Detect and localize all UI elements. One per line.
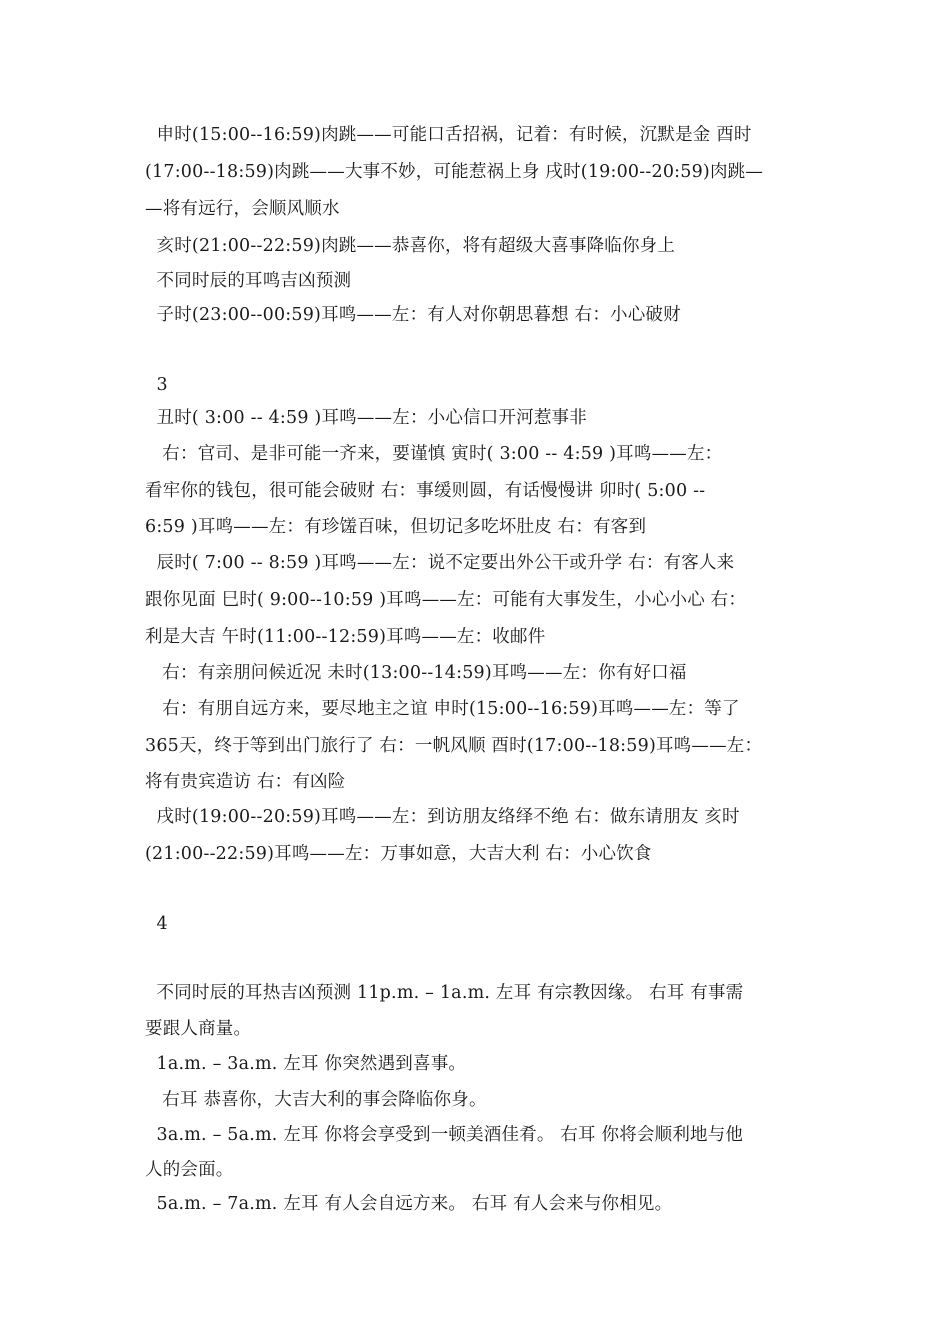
- text-line: 申时(15:00--16:59)肉跳——可能口舌招祸，记着：有时候，沉默是金 酉时: [145, 125, 752, 145]
- text-line: 要跟人商量。: [145, 1019, 252, 1039]
- text-line: 365天，终于等到出门旅行了 右：一帆风顺 酉时(17:00--18:59)耳鸣——左：: [145, 736, 763, 756]
- text-line: 子时(23:00--00:59)耳鸣——左：有人对你朝思暮想 右：小心破财: [145, 305, 681, 325]
- text-line: 戌时(19:00--20:59)耳鸣——左：到访朋友络绎不绝 右：做东请朋友 亥时: [145, 807, 740, 827]
- text-line: 丑时( 3:00 -- 4:59 )耳鸣——左：小心信口开河惹事非: [145, 408, 587, 428]
- text-line: 亥时(21:00--22:59)肉跳——恭喜你，将有超级大喜事降临你身上: [145, 236, 676, 256]
- text-line: (17:00--18:59)肉跳——大事不妙，可能惹祸上身 戌时(19:00--20:59)肉跳—: [145, 162, 764, 182]
- text-line: 右：官司、是非可能一齐来，要谨慎 寅时( 3:00 -- 4:59 )耳鸣——左：: [145, 444, 723, 464]
- text-line: 右耳 恭喜你，大吉大利的事会降临你身。: [145, 1090, 487, 1110]
- page-number: 4: [145, 914, 168, 934]
- text-line: 右：有亲朋问候近况 未时(13:00--14:59)耳鸣——左：你有好口福: [145, 663, 687, 683]
- text-line: 3a.m. – 5a.m. 左耳 你将会享受到一顿美酒佳肴。 右耳 你将会顺利地与他: [145, 1125, 744, 1145]
- section-heading: 不同时辰的耳鸣吉凶预测: [145, 271, 352, 291]
- text-line: 人的会面。: [145, 1160, 234, 1180]
- text-line: 看牢你的钱包，很可能会破财 右：事缓则圆，有话慢慢讲 卯时( 5:00 --: [145, 481, 706, 501]
- text-line: 不同时辰的耳热吉凶预测 11p.m. – 1a.m. 左耳 有宗教因缘。 右耳 有事需: [145, 983, 744, 1003]
- text-line: 1a.m. – 3a.m. 左耳 你突然遇到喜事。: [145, 1054, 467, 1074]
- text-line: 跟你见面 巳时( 9:00--10:59 )耳鸣——左：可能有大事发生，小心小心 右：: [145, 590, 747, 610]
- text-line: 右：有朋自远方来，要尽地主之谊 申时(15:00--16:59)耳鸣——左：等了: [145, 699, 740, 719]
- text-line: 5a.m. – 7a.m. 左耳 有人会自远方来。 右耳 有人会来与你相见。: [145, 1194, 673, 1214]
- text-line: —将有远行，会顺风顺水: [145, 199, 340, 219]
- text-line: 将有贵宾造访 右：有凶险: [145, 772, 346, 792]
- page-number: 3: [145, 375, 168, 395]
- text-line: (21:00--22:59)耳鸣——左：万事如意，大吉大利 右：小心饮食: [145, 844, 652, 864]
- text-line: 利是大吉 午时(11:00--12:59)耳鸣——左：收邮件: [145, 627, 546, 647]
- text-line: 6:59 )耳鸣——左：有珍馐百味，但切记多吃坏肚皮 右：有客到: [145, 517, 647, 537]
- text-line: 辰时( 7:00 -- 8:59 )耳鸣——左：说不定要出外公干或升学 右：有客人来: [145, 553, 735, 573]
